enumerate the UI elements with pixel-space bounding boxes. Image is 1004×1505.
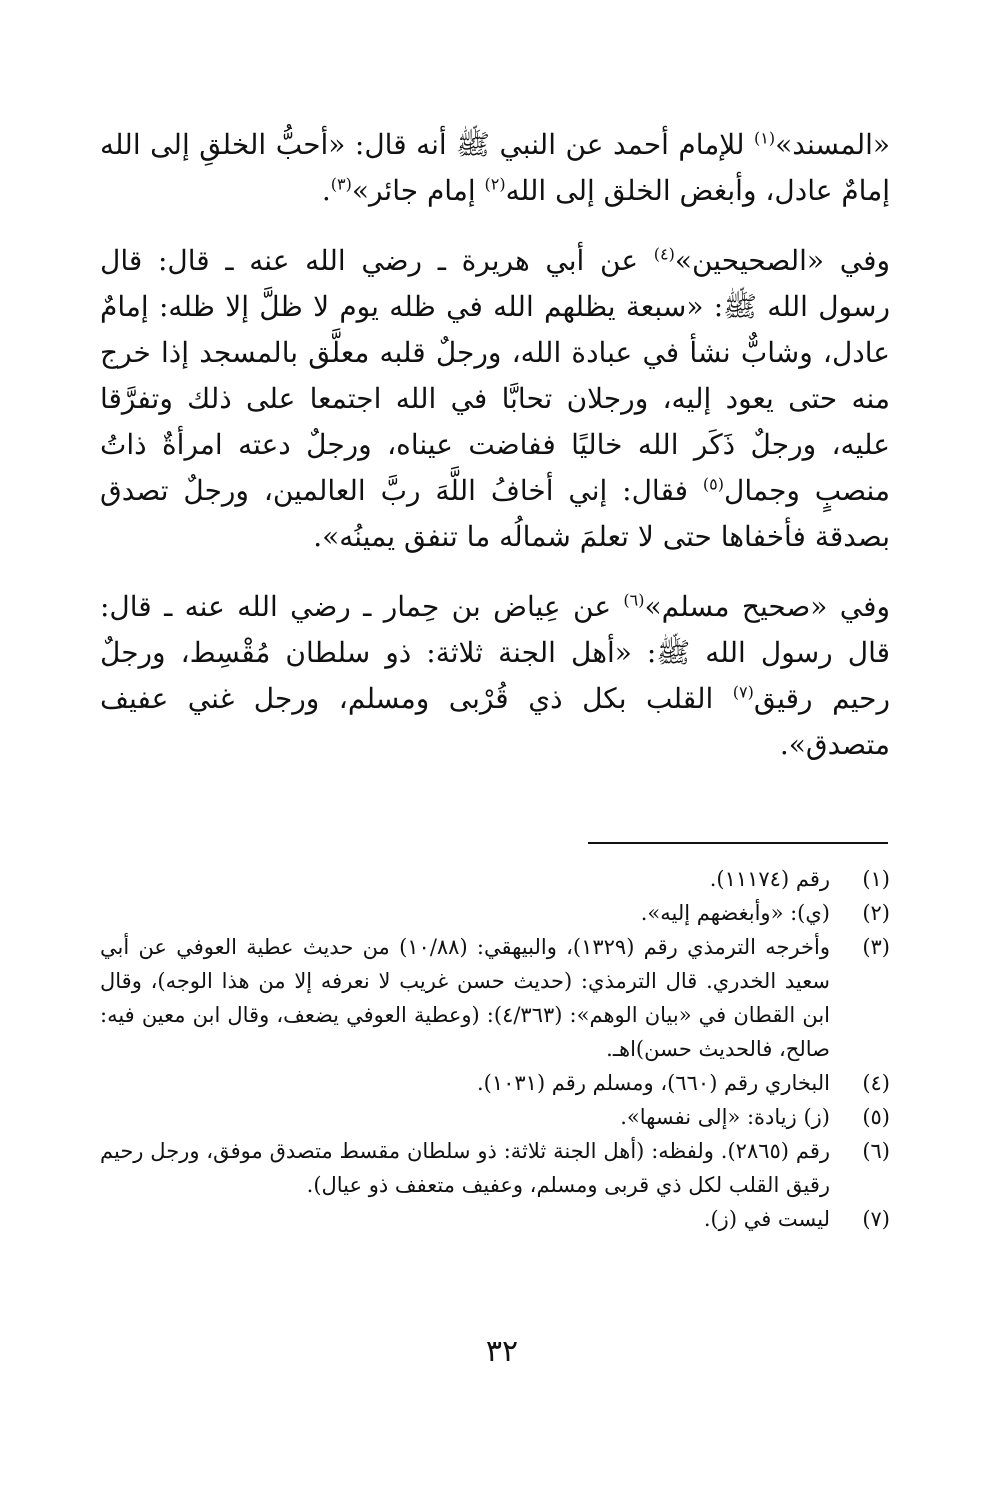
footnote-ref[interactable]: (٤) [653,244,675,264]
footnote-number: (٢) [862,901,890,925]
footnote-text: البخاري رقم (٦٦٠)، ومسلم رقم (١٠٣١). [476,1071,830,1095]
footnotes [100,862,890,1236]
footnote-number: (١) [862,867,890,891]
text-run: فقال: إني أخافُ اللَّهَ ربَّ العالمين، ورجلٌ تصدق بصدقة فأخفاها حتى لا تعلمَ شمالُه ما تنفق يمينُه». [100,474,890,553]
footnote-text: (ي): «وأبغضهم إليه». [640,901,830,925]
footnote-text: رقم (٢٨٦٥). ولفظه: (أهل الجنة ثلاثة: ذو سلطان مقسط متصدق موفق، ورجل رحيم رقيق القلب لكل ذي قربى ومسلم، وعفيف متعفف ذو عيال). [100,1139,830,1197]
paragraph-3 [100,584,890,768]
footnote-2 [100,896,890,930]
footnote-ref[interactable]: (٥) [702,474,724,494]
footnote-number: (٥) [862,1105,890,1129]
footnote-number: (٧) [862,1207,890,1231]
footnote-1 [100,862,890,896]
footnote-ref[interactable]: (٦) [623,590,645,610]
footnote-ref[interactable]: (٣) [330,174,352,194]
paragraph-2 [100,238,890,560]
text-run: وفي «صحيح مسلم» [644,590,890,623]
footnote-text: رقم (١١١٧٤). [709,867,830,891]
footnote-5 [100,1100,890,1134]
footnote-text: (ز) زيادة: «إلى نفسها». [620,1105,830,1129]
footnote-ref[interactable]: (٢) [484,174,506,194]
footnote-number: (٣) [862,935,890,959]
footnote-text: وأخرجه الترمذي رقم (١٣٢٩)، والبيهقي: (١٠/٨٨) من حديث عطية العوفي عن أبي سعيد الخدري. قال الترمذي: (حديث حسن غريب لا نعرفه إلا من هذا الوجه)، وقال ابن القطان في «بيان الوهم»: (٤/٣٦٣): (وعطية العوفي يضعف، وقال ابن معين فيه: صالح، فالحديث حسن)اهـ. [100,935,830,1061]
text-run: عن أبي هريرة ـ رضي الله عنه ـ قال: قال رسول الله ﷺ: «سبعة يظلهم الله في ظله يوم لا ظلَّ إلا ظله: إمامٌ عادل، وشابٌّ نشأ في عبادة الله، ورجلٌ قلبه معلَّق بالمسجد إذا خرج منه حتى يعود إليه، ورجلان تحابَّا في الله اجتمعا على ذلك وتفرَّقا عليه، ورجلٌ ذَكَر الله خاليًا ففاضت عيناه، ورجلٌ دعته امرأةٌ ذاتُ منصبٍ وجمال [100,244,891,507]
main-text [100,122,890,768]
footnote-ref[interactable]: (٧) [732,682,754,702]
text-run: وفي «الصحيحين» [674,244,890,277]
footnote-3 [100,930,890,1066]
footnote-6 [100,1134,890,1202]
text-run: عن عِياض بن حِمار ـ رضي الله عنه ـ قال: قال رسول الله ﷺ: «أهل الجنة ثلاثة: ذو سلطان مُقْسِط، ورجلٌ رحيم رقيق [100,590,890,715]
footnote-text: ليست في (ز). [703,1207,830,1231]
text-run: . [321,174,331,207]
footnote-number: (٤) [862,1071,890,1095]
text-run: «المسند» [775,128,891,161]
footnote-ref[interactable]: (١) [754,128,776,148]
footnote-divider [588,842,888,844]
footnote-4 [100,1066,890,1100]
text-run: القلب بكل ذي قُرْبى ومسلم، ورجل غني عفيف متصدق». [100,682,890,761]
page-number: ٣٢ [485,1334,519,1369]
text-run: إمام جائر» [351,174,485,207]
footnote-number: (٦) [862,1139,890,1163]
paragraph-1 [100,122,890,214]
footnote-7 [100,1202,890,1236]
text-run: للإمام أحمد عن النبي ﷺ أنه قال: «أحبُّ الخلقِ إلى الله إمامٌ عادل، وأبغض الخلق إلى الله [100,128,890,207]
